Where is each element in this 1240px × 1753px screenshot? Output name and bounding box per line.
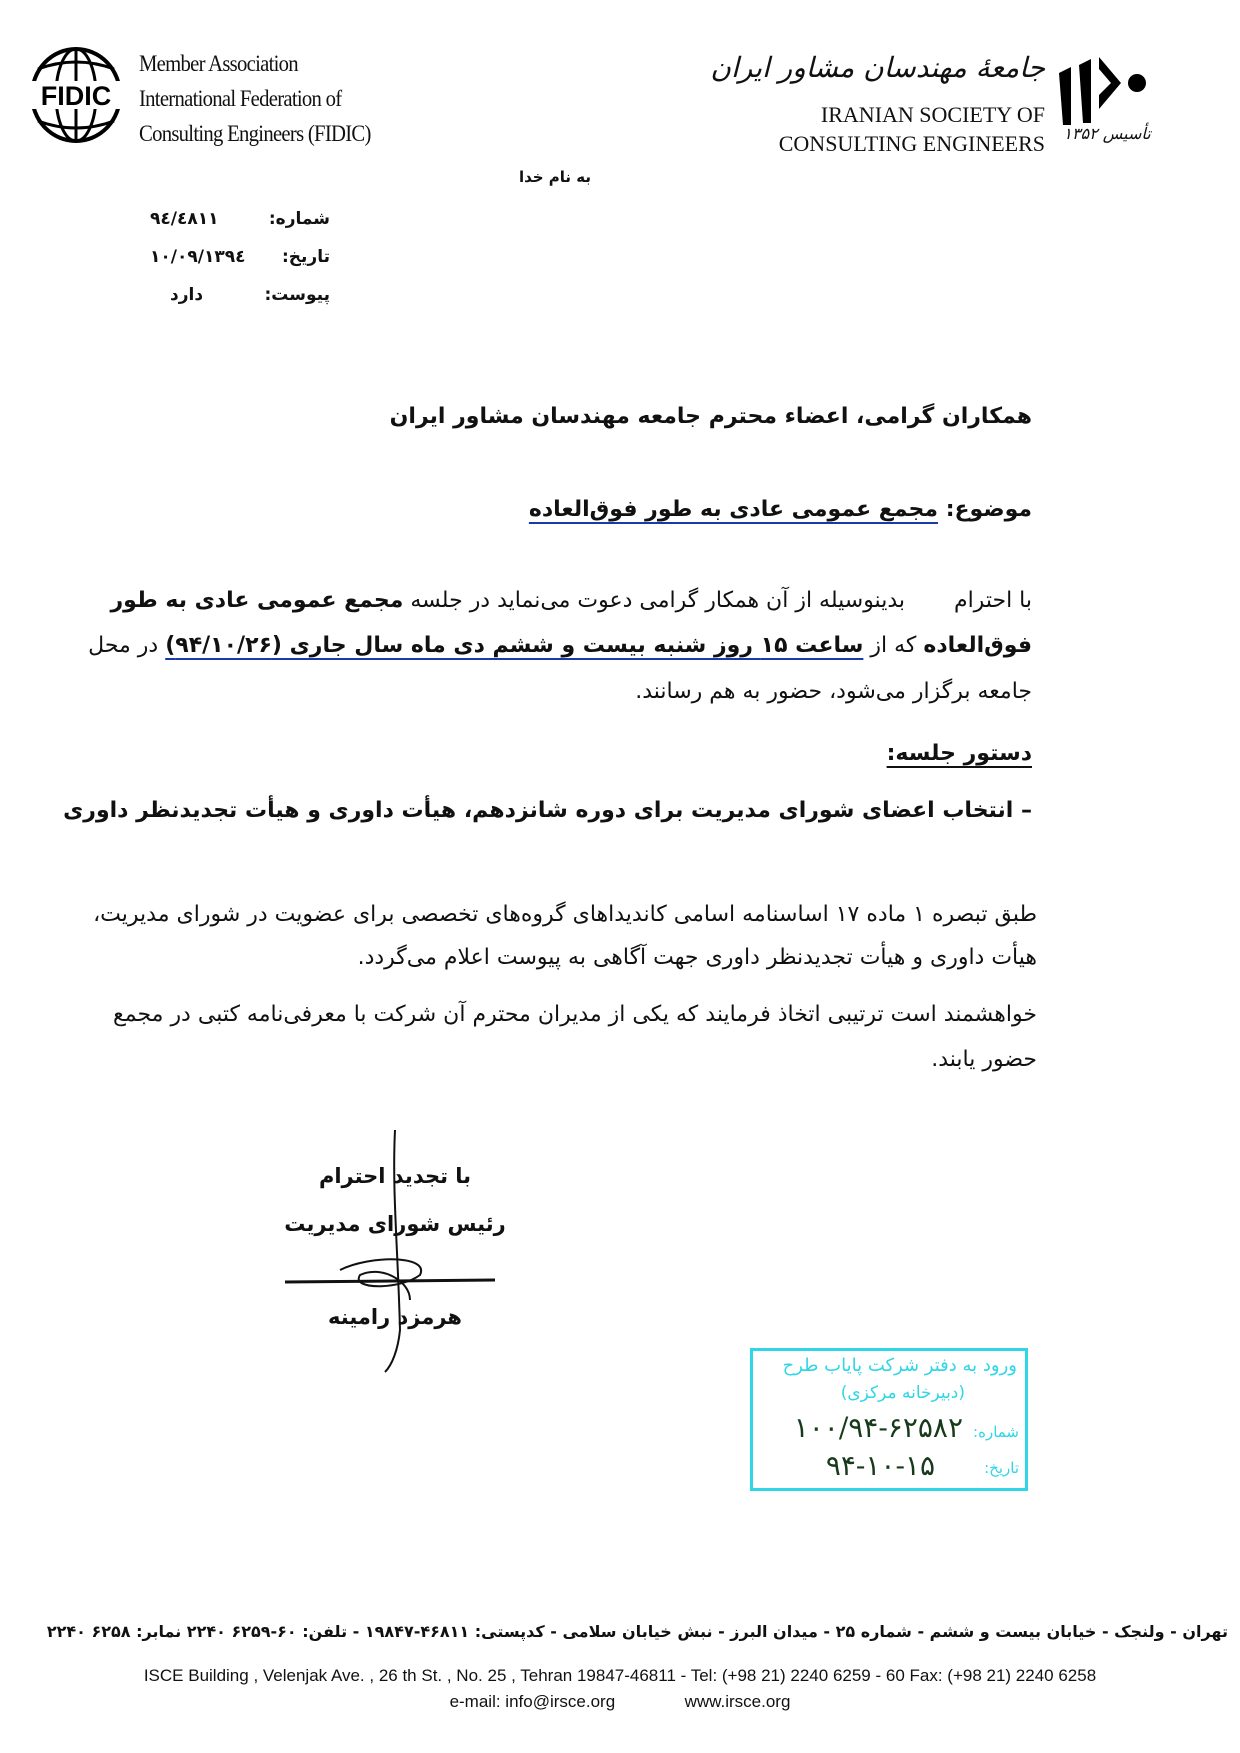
fidic-globe-logo xyxy=(24,45,128,145)
letter-meta xyxy=(150,200,330,314)
paragraph-1-line-1 xyxy=(110,588,1032,613)
footer-website[interactable]: www.irsce.org xyxy=(684,1692,791,1711)
text: که از xyxy=(870,633,917,658)
agenda-title: دستور جلسه: xyxy=(886,741,1032,766)
stamp-date-value: ۹۴-۱۰-۱۵ xyxy=(825,1449,935,1482)
handwritten-signature xyxy=(280,1130,500,1375)
text: بدینوسیله از آن همکار گرامی دعوت می‌نماید در جلسه xyxy=(410,588,905,613)
date-label: تاریخ: xyxy=(282,247,330,267)
isce-name-line: IRANIAN SOCIETY OF xyxy=(820,102,1045,127)
invocation: به نام خدا xyxy=(518,168,592,186)
signer-title: رئیس شورای مدیریت xyxy=(284,1212,506,1236)
salutation: همکاران گرامی، اعضاء محترم جامعه مهندسان مشاور ایران xyxy=(389,404,1032,429)
paragraph-3-line-2: حضور یابند. xyxy=(931,1047,1037,1072)
greeting: با احترام xyxy=(953,588,1032,613)
footer-email[interactable]: e-mail: info@irsce.org xyxy=(449,1692,616,1711)
text: فوق‌العاده xyxy=(923,633,1032,658)
text: مجمع عمومی عادی به طور xyxy=(110,588,404,613)
paragraph-2-line-2: هیأت داوری و هیأت تجدیدنظر داوری جهت آگاهی به پیوست اعلام می‌گردد. xyxy=(357,945,1037,970)
stamp-number-value: ۱۰۰/۹۴-۶۲۵۸۲ xyxy=(793,1411,963,1444)
paragraph-3-line-1: خواهشمند است ترتیبی اتخاذ فرمایند که یکی از مدیران محترم آن شرکت با معرفی‌نامه کتبی در مجمع xyxy=(113,1002,1037,1027)
fidic-line: International Federation of xyxy=(139,86,342,111)
subject-line xyxy=(529,497,1032,522)
subject-label: موضوع: xyxy=(945,497,1032,522)
agenda-item: – انتخاب اعضای شورای مدیریت برای دوره شانزدهم، هیأت داوری و هیأت تجدیدنظر داوری xyxy=(63,798,1032,823)
footer-address-en: ISCE Building , Velenjak Ave. , 26 th St. , No. 25 , Tehran 19847-46811 - Tel: (+98 21) 2240 6259 - 60 Fax: (+98 21) 2240 6258 xyxy=(143,1666,1097,1685)
svg-text:FIDIC: FIDIC xyxy=(40,81,112,111)
stamp-number-label: شماره: xyxy=(973,1423,1019,1441)
attachment-value: دارد xyxy=(170,285,204,305)
stamp-line-2: (دبیرخانه مرکزی) xyxy=(840,1383,965,1403)
isce-name-line: CONSULTING ENGINEERS xyxy=(778,131,1045,156)
footer-contact xyxy=(0,1692,1240,1712)
text: در محل xyxy=(88,633,159,658)
stamp-date-label: تاریخ: xyxy=(984,1459,1019,1477)
paragraph-1-line-2 xyxy=(88,633,1032,658)
fidic-membership-text xyxy=(139,46,371,151)
paragraph-1-line-3: جامعه برگزار می‌شود، حضور به هم رسانند. xyxy=(635,679,1032,704)
isce-founded: تأسیس ۱۳۵۲ xyxy=(1063,124,1151,143)
number-value: ۹٤/٤۸۱۱ xyxy=(150,209,219,229)
received-stamp xyxy=(750,1348,1028,1491)
number-label: شماره: xyxy=(268,209,330,229)
subject: مجمع عمومی عادی به طور فوق‌العاده xyxy=(528,497,939,522)
isce-name-fa: جامعهٔ مهندسان مشاور ایران xyxy=(710,51,1045,84)
isce-name-en xyxy=(740,100,1045,158)
fidic-line: Member Association xyxy=(139,51,298,76)
fidic-line: Consulting Engineers (FIDIC) xyxy=(139,121,371,146)
paragraph-2-line-1: طبق تبصره ۱ ماده ۱۷ اساسنامه اسامی کاندیداهای گروه‌های تخصصی برای عضویت در شورای مدیریت، xyxy=(93,902,1037,927)
signer-name: هرمزد رامینه xyxy=(328,1305,462,1329)
date-value: ۱۳۹٤/۱۰/۰۹ xyxy=(150,247,246,267)
attachment-label: پیوست: xyxy=(264,285,330,305)
closing: با تجدید احترام xyxy=(318,1164,472,1188)
footer-address-fa: تهران - ولنجک - خیابان بیست و ششم - شماره ۲۵ - میدان البرز - نبش خیابان سلامی - کدپستی: ۴۶۸۱۱-۱۹۸۴۷ - تلفن: ۶۰-۶۲۵۹ ۲۲۴۰ نمابر: ۶۲۵۸ ۲۲۴۰ xyxy=(46,1622,1228,1641)
stamp-line-1: ورود به دفتر شرکت پایاب طرح xyxy=(782,1355,1017,1376)
meeting-time: ساعت ۱۵ روز شنبه بیست و ششم دی ماه سال جاری (۹۴/۱۰/۲۶) xyxy=(165,633,864,658)
